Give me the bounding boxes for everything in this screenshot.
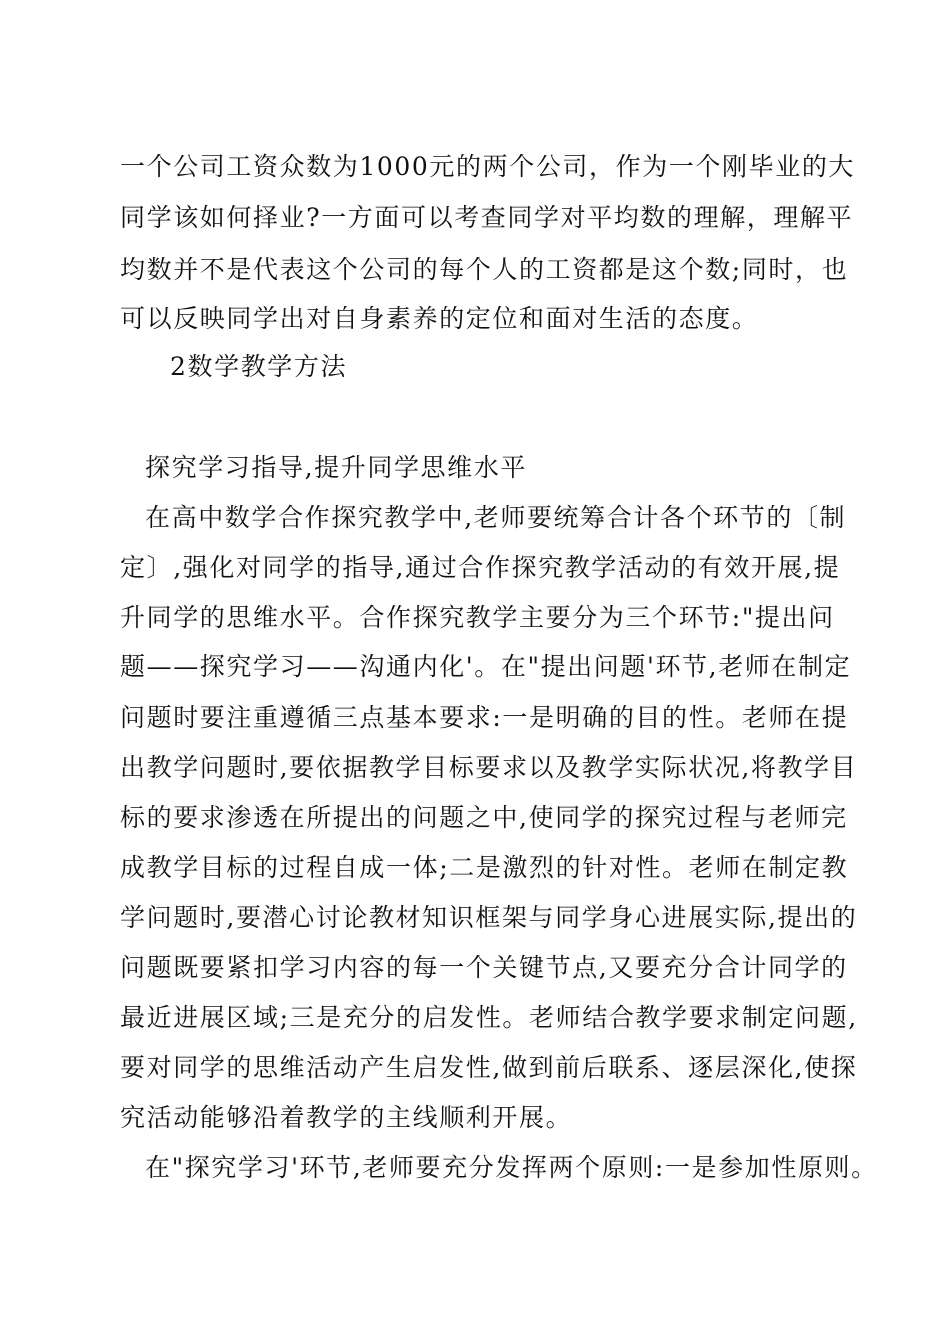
paragraph-line: 究活动能够沿着教学的主线顺利开展。 xyxy=(120,1103,573,1132)
paragraph-line: 问题时要注重遵循三点基本要求:一是明确的目的性。老师在提 xyxy=(120,703,849,732)
paragraph-line: 升同学的思维水平。合作探究教学主要分为三个环节:"提出问 xyxy=(120,603,835,632)
section-heading: 2数学教学方法 xyxy=(170,352,348,381)
paragraph-line: 问题既要紧扣学习内容的每一个关键节点,又要充分合计同学的 xyxy=(120,953,848,982)
paragraph-line: 一个公司工资众数为1000元的两个公司，作为一个刚毕业的大 xyxy=(120,152,856,181)
paragraph-line: 在"探究学习'环节,老师要充分发挥两个原则:一是参加性原则。 xyxy=(145,1153,878,1182)
paragraph-line: 同学该如何择业?一方面可以考查同学对平均数的理解，理解平 xyxy=(120,203,854,232)
paragraph-line: 在高中数学合作探究教学中,老师要统筹合计各个环节的〔制 xyxy=(145,503,847,532)
paragraph-line: 成教学目标的过程自成一体;二是激烈的针对性。老师在制定教 xyxy=(120,853,849,882)
paragraph-line: 学问题时,要潜心讨论教材知识框架与同学身心进展实际,提出的 xyxy=(120,903,858,932)
paragraph-line: 出教学问题时,要依据教学目标要求以及教学实际状况,将教学目 xyxy=(120,753,858,782)
paragraph-line: 标的要求渗透在所提出的问题之中,使同学的探究过程与老师完 xyxy=(120,803,848,832)
paragraph-line: 题——探究学习——沟通内化'。在"提出问题'环节,老师在制定 xyxy=(120,652,852,681)
subsection-heading: 探究学习指导,提升同学思维水平 xyxy=(145,453,527,482)
paragraph-line: 要对同学的思维活动产生启发性,做到前后联系、逐层深化,使探 xyxy=(120,1053,858,1082)
paragraph-line: 可以反映同学出对自身素养的定位和面对生活的态度。 xyxy=(120,304,759,333)
paragraph-line: 均数并不是代表这个公司的每个人的工资都是这个数;同时，也 xyxy=(120,255,849,284)
paragraph-line: 最近进展区域;三是充分的启发性。老师结合教学要求制定问题, xyxy=(120,1003,858,1032)
paragraph-line: 定〕,强化对同学的指导,通过合作探究教学活动的有效开展,提 xyxy=(120,553,841,582)
